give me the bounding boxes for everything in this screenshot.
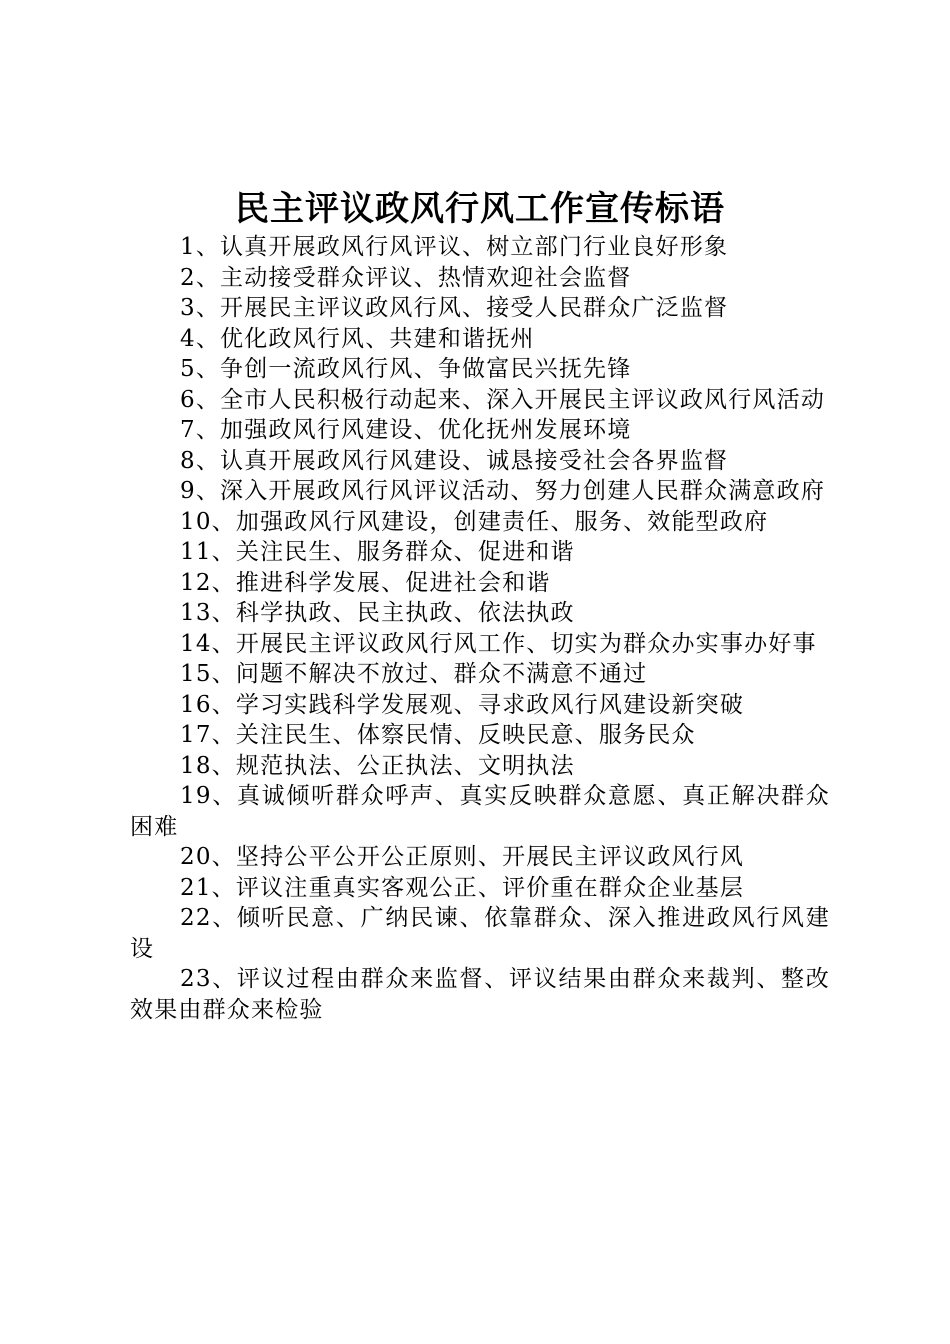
slogan-item: 10、加强政风行风建设，创建责任、服务、效能型政府: [180, 508, 769, 535]
slogan-item: 6、全市人民积极行动起来、深入开展民主评议政风行风活动: [180, 386, 826, 413]
slogan-item: 15、问题不解决不放过、群众不满意不通过: [180, 661, 648, 687]
slogan-item: 20、坚持公平公开公正原则、开展民主评议政风行风: [180, 844, 745, 870]
document-title: 民主评议政风行风工作宣传标语: [235, 189, 725, 229]
slogan-item: 7、加强政风行风建设、优化抚州发展环境: [180, 417, 632, 443]
slogan-item: 21、评议注重真实客观公正、评价重在群众企业基层: [180, 874, 745, 901]
slogan-item: 23、评议过程由群众来监督、评议结果由群众来裁判、整改效果由群众来检验: [130, 966, 830, 1023]
slogan-item: 18、规范执法、公正执法、文明执法: [180, 752, 575, 779]
slogan-item: 16、学习实践科学发展观、寻求政风行风建设新突破: [180, 691, 745, 718]
slogan-item: 14、开展民主评议政风行风工作、切实为群众办实事办好事: [180, 630, 817, 657]
slogan-item: 4、优化政风行风、共建和谐抚州: [180, 325, 535, 352]
document-page: [130, 186, 830, 1025]
slogan-item: 1、认真开展政风行风评议、树立部门行业良好形象: [180, 234, 729, 260]
slogan-list: [130, 232, 830, 1025]
slogan-item: 8、认真开展政风行风建设、诚恳接受社会各界监督: [180, 447, 729, 474]
slogan-item: 12、推进科学发展、促进社会和谐: [180, 569, 551, 596]
slogan-item: 13、科学执政、民主执政、依法执政: [180, 600, 575, 626]
slogan-item: 11、关注民生、服务群众、促进和谐: [180, 539, 575, 565]
slogan-item: 3、开展民主评议政风行风、接受人民群众广泛监督: [180, 295, 729, 321]
slogan-item: 19、真诚倾听群众呼声、真实反映群众意愿、真正解决群众困难: [130, 783, 830, 840]
slogan-item: 22、倾听民意、广纳民谏、依靠群众、深入推进政风行风建设: [130, 905, 830, 962]
slogan-item: 5、争创一流政风行风、争做富民兴抚先锋: [180, 356, 632, 382]
slogan-item: 2、主动接受群众评议、热情欢迎社会监督: [180, 264, 632, 291]
slogan-item: 9、深入开展政风行风评议活动、努力创建人民群众满意政府: [180, 478, 826, 504]
slogan-item: 17、关注民生、体察民情、反映民意、服务民众: [180, 722, 696, 748]
